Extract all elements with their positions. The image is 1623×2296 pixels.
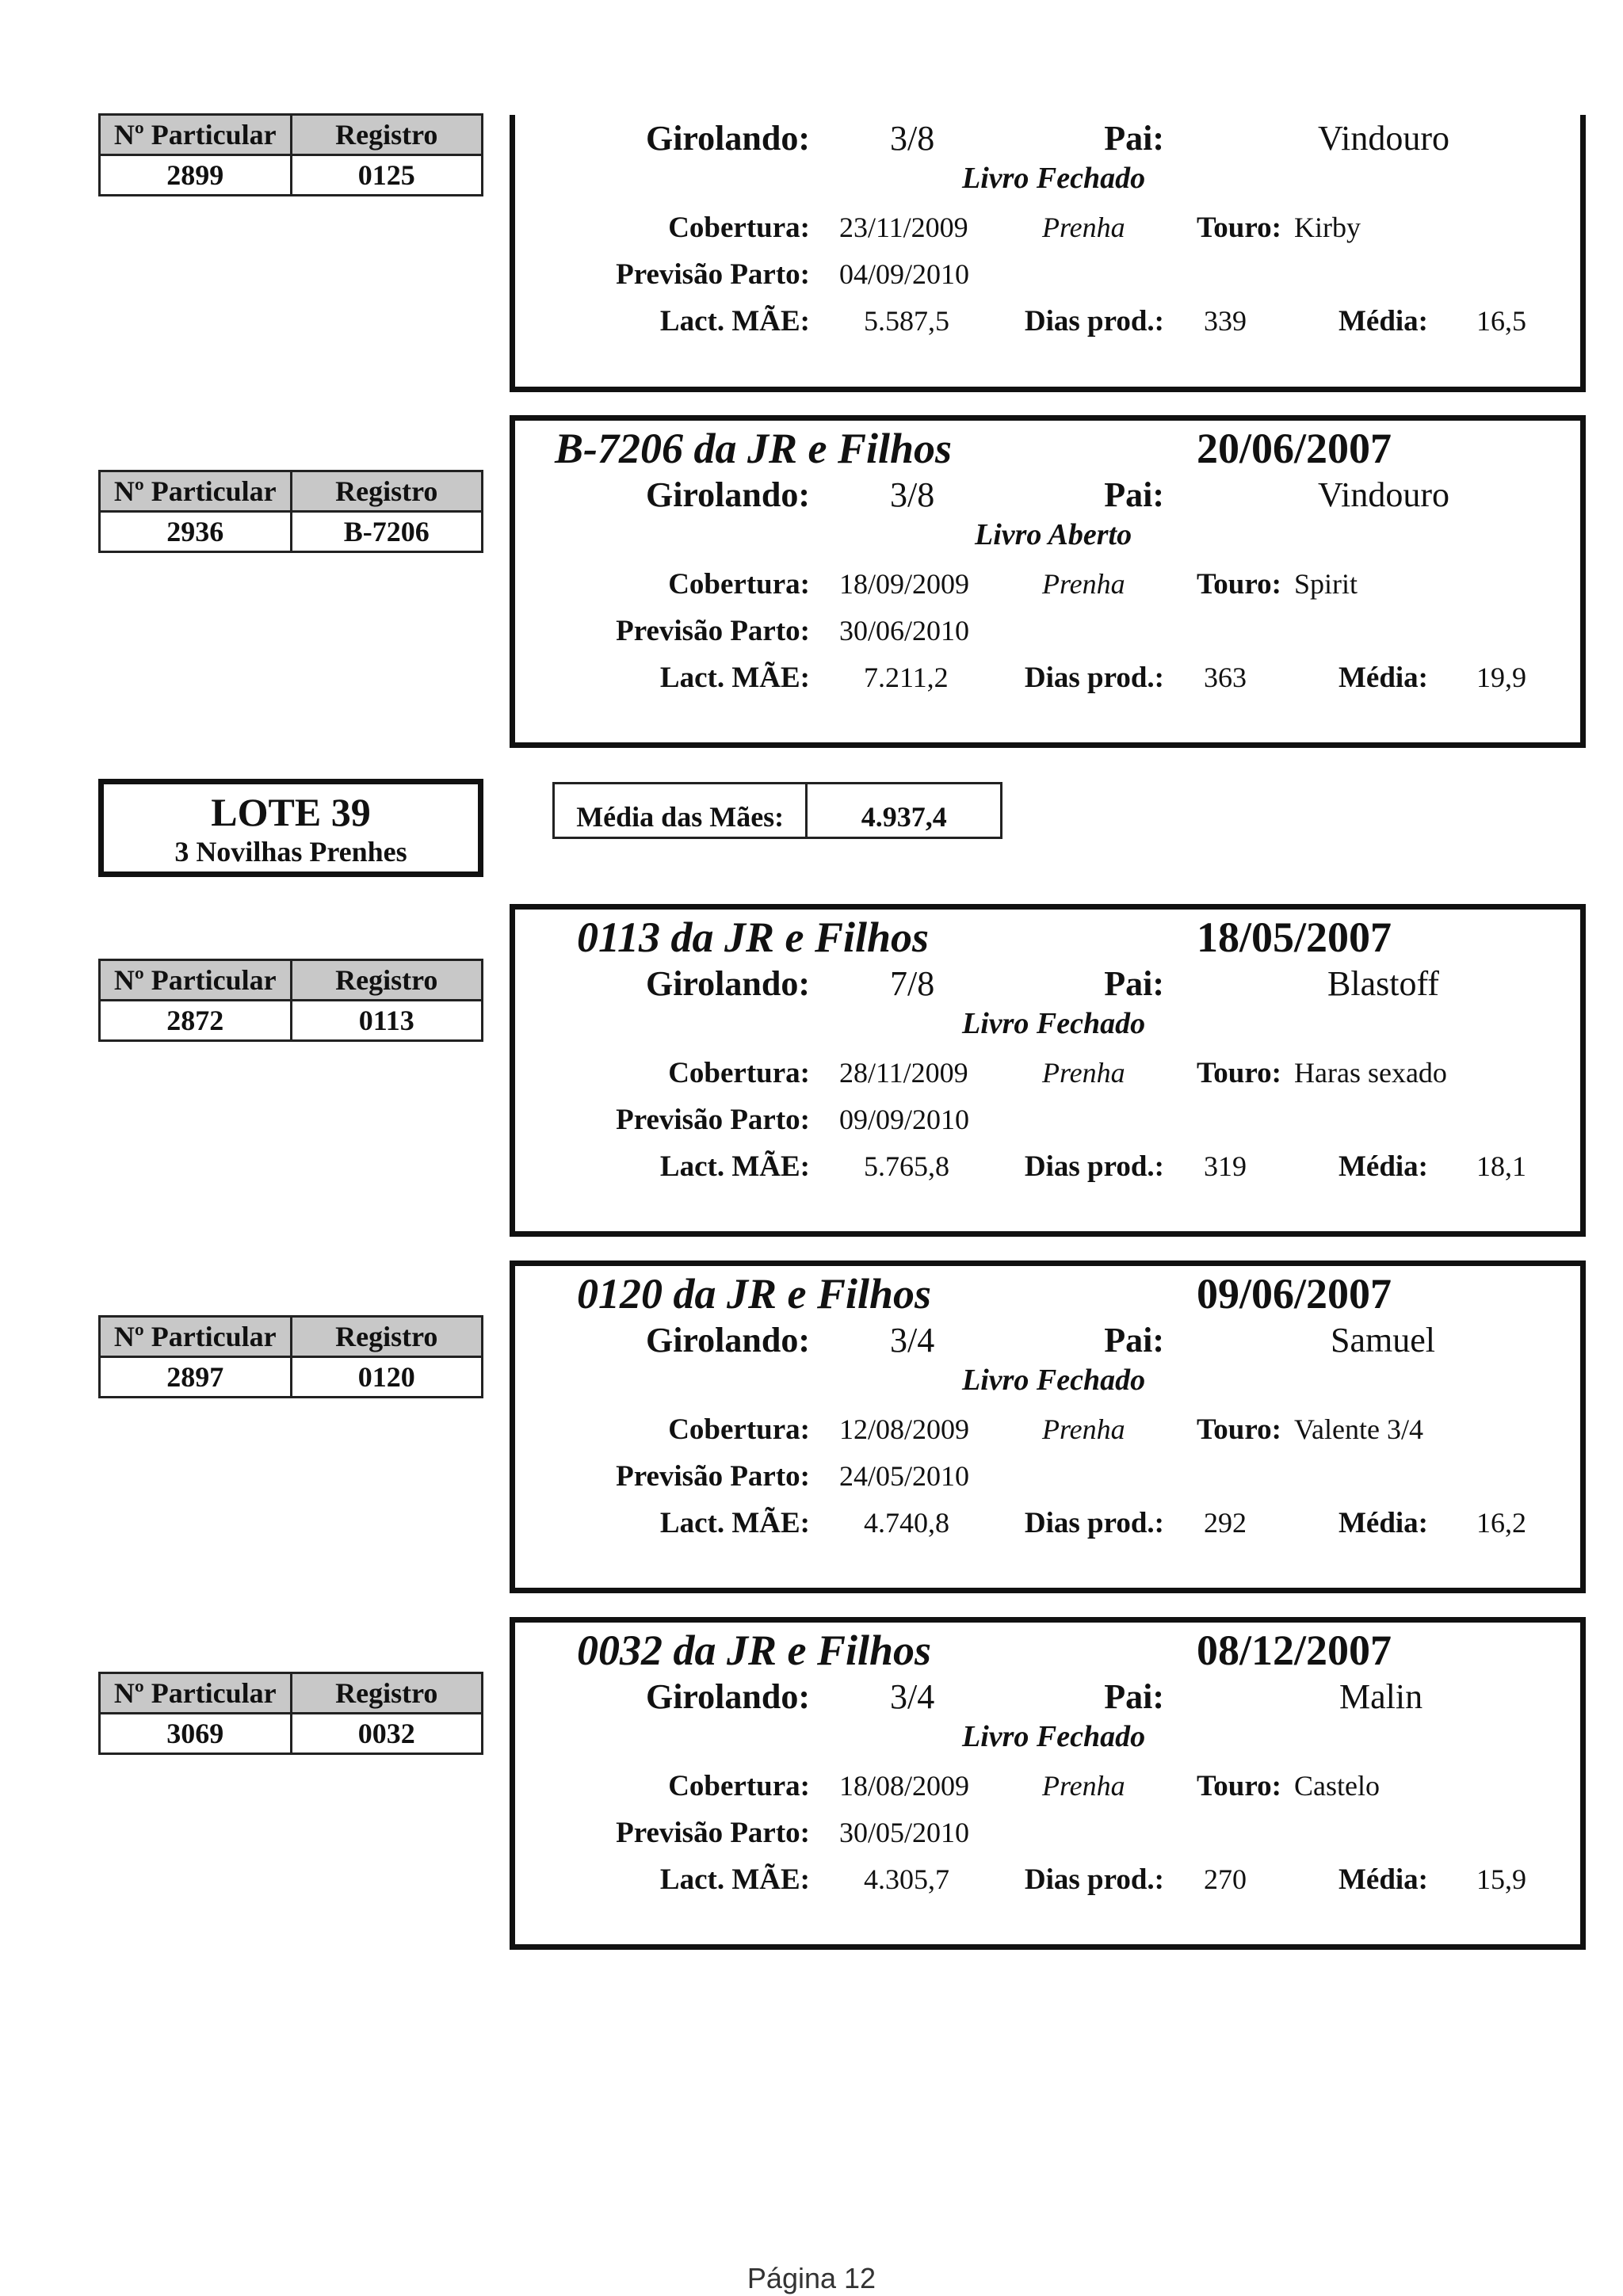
touro-label: Touro: — [1197, 212, 1281, 244]
touro-label: Touro: — [1197, 1770, 1281, 1802]
media-value: 15,9 — [1476, 1863, 1526, 1895]
particular-header: Nº Particular — [100, 1317, 292, 1357]
cobertura-value: 18/08/2009 — [839, 1770, 970, 1802]
registro-header: Registro — [291, 1317, 483, 1357]
prenhez-status: Prenha — [1042, 1770, 1125, 1802]
girolando-label: Girolando: — [645, 119, 810, 158]
previsao-label: Previsão Parto: — [616, 1460, 810, 1493]
cobertura-label: Cobertura: — [668, 1057, 810, 1089]
cobertura-value: 18/09/2009 — [839, 568, 970, 600]
touro-label: Touro: — [1197, 1413, 1281, 1446]
girolando-value: 3/4 — [890, 1321, 935, 1360]
media-label: Média: — [1338, 1507, 1428, 1539]
media-label: Média: — [1338, 662, 1428, 694]
cobertura-label: Cobertura: — [668, 212, 810, 244]
registro-value: 0125 — [291, 155, 483, 196]
girolando-label: Girolando: — [645, 475, 810, 514]
prenhez-status: Prenha — [1042, 212, 1125, 243]
particular-header: Nº Particular — [100, 471, 292, 512]
registro-value: 0032 — [291, 1714, 483, 1754]
touro-label: Touro: — [1197, 568, 1281, 601]
media-value: 18,1 — [1476, 1150, 1526, 1182]
particular-value: 2899 — [100, 155, 292, 196]
particular-header: Nº Particular — [100, 960, 292, 1001]
previsao-value: 04/09/2010 — [839, 258, 970, 290]
media-maes-value: 4.937,4 — [807, 784, 1002, 838]
lote-subtitle: 3 Novilhas Prenhes — [174, 836, 407, 868]
livro-status: Livro Aberto — [975, 518, 1132, 551]
registro-value: 0120 — [291, 1357, 483, 1398]
birth-date: 20/06/2007 — [1197, 425, 1392, 472]
cobertura-label: Cobertura: — [668, 1413, 810, 1446]
animal-name: 0032 da JR e Filhos — [577, 1627, 932, 1674]
birth-date: 08/12/2007 — [1197, 1627, 1392, 1674]
touro-value: Kirby — [1294, 212, 1361, 243]
birth-date: 09/06/2007 — [1197, 1270, 1392, 1318]
animal-card — [510, 415, 1586, 748]
cobertura-value: 28/11/2009 — [839, 1057, 968, 1089]
cobertura-label: Cobertura: — [668, 1770, 810, 1802]
animal-name: 0113 da JR e Filhos — [577, 913, 930, 961]
touro-value: Haras sexado — [1294, 1057, 1447, 1089]
animal-card — [510, 115, 1586, 392]
dias-label: Dias prod.: — [1024, 662, 1164, 694]
touro-value: Valente 3/4 — [1294, 1413, 1423, 1445]
lact-value: 4.740,8 — [864, 1507, 949, 1539]
dias-label: Dias prod.: — [1024, 1150, 1164, 1183]
touro-value: Castelo — [1294, 1770, 1380, 1802]
girolando-value: 3/8 — [890, 119, 935, 158]
girolando-value: 3/4 — [890, 1677, 935, 1716]
lact-label: Lact. MÃE: — [659, 1507, 810, 1539]
previsao-label: Previsão Parto: — [616, 615, 810, 647]
media-label: Média: — [1338, 1150, 1428, 1183]
animal-id-table — [98, 113, 483, 196]
lact-value: 7.211,2 — [864, 662, 949, 693]
registro-header: Registro — [291, 471, 483, 512]
media-value: 16,2 — [1476, 1507, 1526, 1539]
cobertura-value: 12/08/2009 — [839, 1413, 970, 1445]
particular-value: 3069 — [100, 1714, 292, 1754]
girolando-value: 3/8 — [890, 475, 935, 514]
animal-id-table — [98, 1672, 483, 1755]
pai-label: Pai: — [1104, 119, 1164, 158]
cobertura-value: 23/11/2009 — [839, 212, 968, 243]
pai-label: Pai: — [1104, 1321, 1164, 1360]
livro-status: Livro Fechado — [962, 1720, 1146, 1753]
animal-name: B-7206 da JR e Filhos — [555, 425, 953, 472]
media-value: 19,9 — [1476, 662, 1526, 693]
dias-label: Dias prod.: — [1024, 305, 1164, 338]
livro-status: Livro Fechado — [962, 1007, 1146, 1040]
media-label: Média: — [1338, 305, 1428, 338]
particular-value: 2897 — [100, 1357, 292, 1398]
previsao-label: Previsão Parto: — [616, 1104, 810, 1136]
lact-label: Lact. MÃE: — [659, 662, 810, 694]
particular-value: 2936 — [100, 512, 292, 552]
registro-header: Registro — [291, 960, 483, 1001]
previsao-value: 30/05/2010 — [839, 1817, 970, 1848]
registro-value: B-7206 — [291, 512, 483, 552]
previsao-label: Previsão Parto: — [616, 1817, 810, 1849]
touro-label: Touro: — [1197, 1057, 1281, 1089]
particular-header: Nº Particular — [100, 115, 292, 155]
previsao-value: 30/06/2010 — [839, 615, 970, 646]
pai-value: Vindouro — [1318, 475, 1450, 514]
animal-card — [510, 1261, 1586, 1593]
pai-value: Vindouro — [1318, 119, 1450, 158]
lact-label: Lact. MÃE: — [659, 1863, 810, 1896]
particular-value: 2872 — [100, 1001, 292, 1041]
prenhez-status: Prenha — [1042, 568, 1125, 600]
girolando-label: Girolando: — [645, 1677, 810, 1716]
animal-card — [510, 1617, 1586, 1950]
previsao-value: 09/09/2010 — [839, 1104, 970, 1135]
animal-id-table — [98, 470, 483, 553]
media-value: 16,5 — [1476, 305, 1526, 337]
girolando-value: 7/8 — [890, 964, 935, 1003]
pai-value: Malin — [1339, 1677, 1423, 1716]
lact-value: 5.587,5 — [864, 305, 949, 337]
animal-name: 0120 da JR e Filhos — [577, 1270, 932, 1318]
lote-box — [98, 779, 483, 877]
media-label: Média: — [1338, 1863, 1428, 1896]
pai-value: Samuel — [1331, 1321, 1435, 1360]
lote-title: LOTE 39 — [211, 790, 371, 834]
cobertura-label: Cobertura: — [668, 568, 810, 601]
prenhez-status: Prenha — [1042, 1057, 1125, 1089]
livro-status: Livro Fechado — [962, 1363, 1146, 1397]
previsao-value: 24/05/2010 — [839, 1460, 970, 1492]
page-number: Página 12 — [747, 2262, 876, 2294]
animal-card — [510, 904, 1586, 1237]
media-maes-label: Média das Mães: — [554, 784, 807, 838]
touro-value: Spirit — [1294, 568, 1358, 600]
dias-value: 270 — [1204, 1863, 1247, 1895]
dias-label: Dias prod.: — [1024, 1863, 1164, 1896]
girolando-label: Girolando: — [645, 964, 810, 1003]
dias-label: Dias prod.: — [1024, 1507, 1164, 1539]
livro-status: Livro Fechado — [962, 162, 1146, 195]
pai-label: Pai: — [1104, 475, 1164, 514]
registro-value: 0113 — [291, 1001, 483, 1041]
pai-label: Pai: — [1104, 1677, 1164, 1716]
particular-header: Nº Particular — [100, 1673, 292, 1714]
registro-header: Registro — [291, 1673, 483, 1714]
girolando-label: Girolando: — [645, 1321, 810, 1360]
lact-value: 4.305,7 — [864, 1863, 949, 1895]
birth-date: 18/05/2007 — [1197, 913, 1392, 961]
media-maes-table — [552, 782, 1002, 839]
pai-value: Blastoff — [1327, 964, 1439, 1003]
animal-id-table — [98, 959, 483, 1042]
lact-value: 5.765,8 — [864, 1150, 949, 1182]
animal-id-table — [98, 1315, 483, 1398]
registro-header: Registro — [291, 115, 483, 155]
dias-value: 292 — [1204, 1507, 1247, 1539]
dias-value: 319 — [1204, 1150, 1247, 1182]
lact-label: Lact. MÃE: — [659, 1150, 810, 1183]
pai-label: Pai: — [1104, 964, 1164, 1003]
previsao-label: Previsão Parto: — [616, 258, 810, 291]
dias-value: 339 — [1204, 305, 1247, 337]
dias-value: 363 — [1204, 662, 1247, 693]
lact-label: Lact. MÃE: — [659, 305, 810, 338]
prenhez-status: Prenha — [1042, 1413, 1125, 1445]
